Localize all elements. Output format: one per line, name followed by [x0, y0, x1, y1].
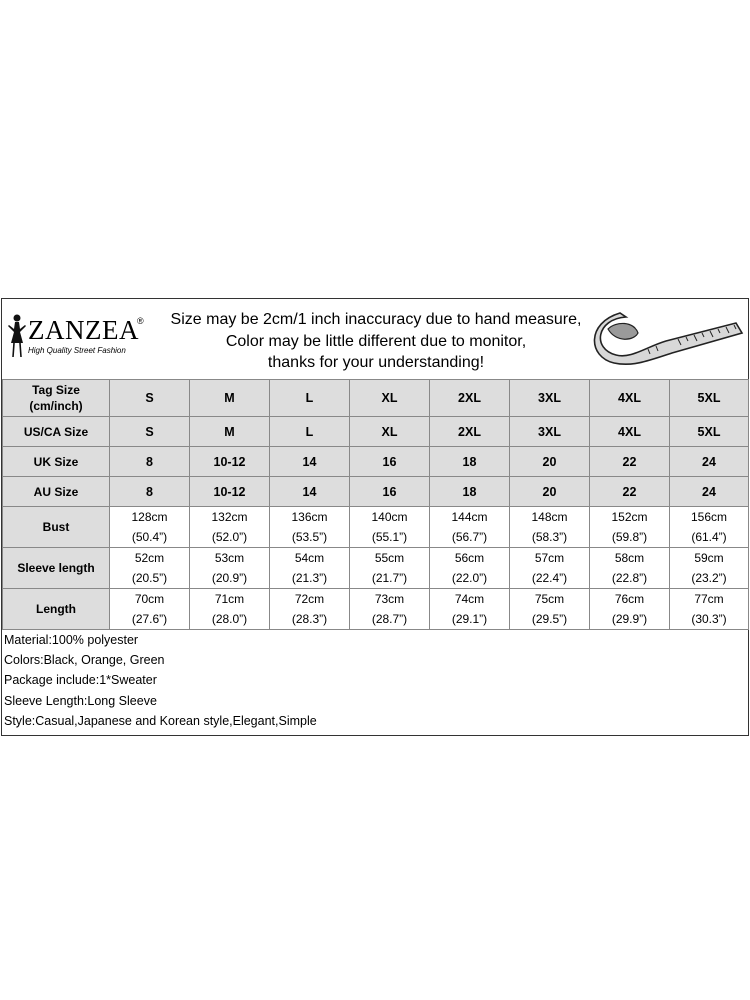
woman-figure-icon: [6, 313, 28, 359]
measure-cell: 70cm (27.6”): [110, 589, 190, 630]
tag-size-row: [3, 380, 749, 417]
product-details: [2, 629, 748, 731]
measure-cell: 57cm (22.4”): [510, 548, 590, 589]
notice-line: Size may be 2cm/1 inch inaccuracy due to hand measure,: [170, 311, 582, 328]
size-cell: 24: [670, 477, 749, 507]
size-cell: L: [270, 380, 350, 417]
measure-cell: 52cm (20.5”): [110, 548, 190, 589]
size-cell: S: [110, 417, 190, 447]
size-cell: 10-12: [190, 447, 270, 477]
usca-size-row: [3, 417, 749, 447]
size-cell: 8: [110, 477, 190, 507]
tag-size-label: Tag Size (cm/inch): [3, 380, 110, 417]
measurement-notice: [162, 309, 590, 374]
measure-cell: 136cm (53.5”): [270, 507, 350, 548]
size-cell: 3XL: [510, 380, 590, 417]
size-cell: M: [190, 417, 270, 447]
size-cell: 2XL: [430, 380, 510, 417]
measure-cell: 77cm (30.3”): [670, 589, 749, 630]
size-cell: 3XL: [510, 417, 590, 447]
brand-name: ZANZEA: [28, 315, 139, 345]
size-cell: S: [110, 380, 190, 417]
size-cell: 18: [430, 477, 510, 507]
size-cell: 22: [590, 477, 670, 507]
length-row: [3, 589, 749, 630]
size-cell: 16: [350, 477, 430, 507]
size-cell: 4XL: [590, 380, 670, 417]
detail-material: Material:100% polyester: [4, 633, 139, 647]
brand-logo: [4, 313, 154, 363]
size-cell: 16: [350, 447, 430, 477]
sleeve-length-label: Sleeve length: [3, 548, 110, 589]
detail-sleeve: Sleeve Length:Long Sleeve: [4, 693, 157, 708]
measure-cell: 75cm (29.5”): [510, 589, 590, 630]
size-cell: 24: [670, 447, 749, 477]
measure-cell: 140cm (55.1”): [350, 507, 430, 548]
size-cell: 5XL: [670, 417, 749, 447]
size-cell: XL: [350, 417, 430, 447]
measure-cell: 56cm (22.0”): [430, 548, 510, 589]
usca-size-label: US/CA Size: [3, 417, 110, 447]
detail-colors: Colors:Black, Orange, Green: [4, 653, 165, 668]
chart-header: [2, 299, 748, 379]
brand-tagline: High Quality Street Fashion: [28, 346, 126, 355]
size-cell: 18: [430, 447, 510, 477]
detail-package: Package include:1*Sweater: [4, 673, 157, 688]
size-cell: 10-12: [190, 477, 270, 507]
size-table: [2, 379, 749, 630]
sleeve-length-row: [3, 548, 749, 589]
measure-cell: 73cm (28.7”): [350, 589, 430, 630]
measure-cell: 54cm (21.3”): [270, 548, 350, 589]
size-cell: 4XL: [590, 417, 670, 447]
bust-row: [3, 507, 749, 548]
bust-label: Bust: [3, 507, 110, 548]
measure-cell: 148cm (58.3”): [510, 507, 590, 548]
measure-cell: 72cm (28.3”): [270, 589, 350, 630]
size-cell: 20: [510, 477, 590, 507]
measure-cell: 74cm (29.1”): [430, 589, 510, 630]
size-cell: 5XL: [670, 380, 749, 417]
size-cell: 8: [110, 447, 190, 477]
measure-cell: 59cm (23.2”): [670, 548, 749, 589]
registered-mark: ®: [137, 316, 144, 326]
size-cell: 22: [590, 447, 670, 477]
measure-cell: 55cm (21.7”): [350, 548, 430, 589]
measure-cell: 144cm (56.7”): [430, 507, 510, 548]
measure-cell: 76cm (29.9”): [590, 589, 670, 630]
size-cell: 20: [510, 447, 590, 477]
size-chart: [1, 298, 749, 736]
measure-cell: 71cm (28.0”): [190, 589, 270, 630]
measure-cell: 156cm (61.4”): [670, 507, 749, 548]
measure-cell: 132cm (52.0”): [190, 507, 270, 548]
notice-line: thanks for your understanding!: [267, 354, 485, 371]
size-cell: 14: [270, 447, 350, 477]
length-label: Length: [3, 589, 110, 630]
measure-cell: 128cm (50.4”): [110, 507, 190, 548]
size-cell: L: [270, 417, 350, 447]
detail-style: Style:Casual,Japanese and Korean style,Elegant,Simple: [4, 713, 317, 728]
size-cell: 14: [270, 477, 350, 507]
uk-size-row: [3, 447, 749, 477]
au-size-label: AU Size: [3, 477, 110, 507]
au-size-row: [3, 477, 749, 507]
notice-line: Color may be little different due to monitor,: [225, 332, 527, 350]
size-cell: 2XL: [430, 417, 510, 447]
measure-cell: 58cm (22.8”): [590, 548, 670, 589]
measure-cell: 152cm (59.8”): [590, 507, 670, 548]
size-cell: XL: [350, 380, 430, 417]
measuring-tape-icon: [586, 307, 746, 369]
uk-size-label: UK Size: [3, 447, 110, 477]
measure-cell: 53cm (20.9”): [190, 548, 270, 589]
size-cell: M: [190, 380, 270, 417]
